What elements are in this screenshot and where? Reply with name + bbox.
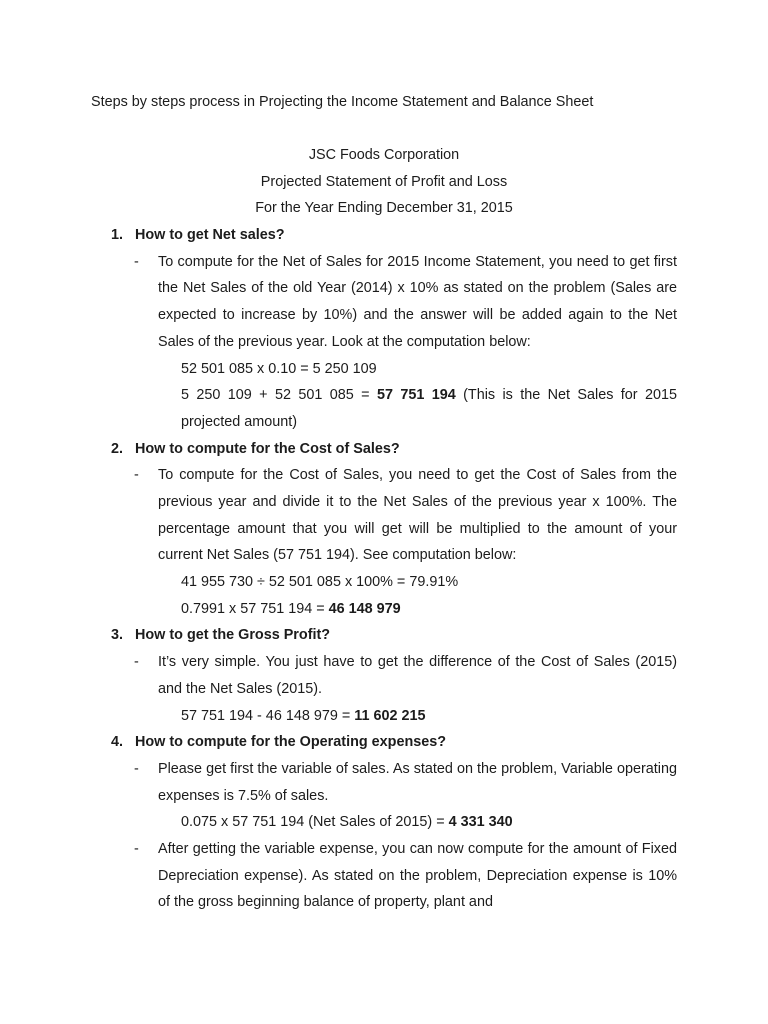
- bullet-dash: -: [134, 841, 139, 858]
- steps-list: [0, 222, 768, 916]
- computation-result: 57 751 194: [376, 387, 456, 404]
- step-1-heading: [0, 222, 768, 249]
- computation-line: [181, 703, 677, 730]
- computation-prefix: 57 751 194 - 46 148 979 =: [181, 707, 355, 724]
- bullet-text: After getting the variable expense, you can now compute for the amount of Fixed Depreciation expense). As stated on the problem, Depreciation expense is 10% of the gross beginning balance of property, plant and: [158, 841, 677, 911]
- bullet-text: It’s very simple. You just have to get the difference of the Cost of Sales (2015) and the Net Sales (2015).: [158, 654, 677, 697]
- bullet-dash: -: [134, 253, 139, 270]
- computation-prefix: 0.075 x 57 751 194 (Net Sales of 2015) =: [181, 814, 449, 831]
- step-number: 4.: [111, 734, 124, 751]
- statement-heading: [0, 142, 768, 222]
- bullet-dash: -: [134, 760, 139, 777]
- computation-result: 11 602 215: [354, 707, 426, 724]
- computation-line: [181, 382, 677, 435]
- step-2-bullet: [0, 462, 768, 569]
- step-1-bullet: [0, 249, 768, 356]
- bullet-dash: -: [134, 467, 139, 484]
- step-question: How to get Net sales?: [135, 227, 285, 243]
- computation-prefix: 5 250 109 + 52 501 085 =: [181, 387, 377, 404]
- step-3-heading: [0, 622, 768, 649]
- step-3-bullet: [0, 649, 768, 702]
- computation-line: 41 955 730 ÷ 52 501 085 x 100% = 79.91%: [181, 574, 459, 591]
- computation-result: 46 148 979: [328, 600, 401, 617]
- statement-title: Projected Statement of Profit and Loss: [260, 173, 508, 190]
- bullet-text: Please get first the variable of sales. As stated on the problem, Variable operating expenses is 7.5% of sales.: [158, 760, 677, 804]
- computation-prefix: 0.7991 x 57 751 194 =: [181, 600, 329, 617]
- computation-line: [181, 596, 677, 623]
- step-4-bullet: [0, 756, 768, 809]
- computation-line: [181, 809, 677, 836]
- statement-period: For the Year Ending December 31, 2015: [255, 200, 513, 217]
- bullet-text: To compute for the Net of Sales for 2015 Income Statement, you need to get first the Net Sales of the old Year (2014) x 10% as stated on the problem (Sales are expected to increase by 10%) and the answer will be added again to the Net Sales of the previous year. Look at the computation below:: [158, 253, 677, 350]
- step-question: How to get the Gross Profit?: [135, 627, 331, 644]
- step-2-heading: [0, 436, 768, 463]
- company-name: JSC Foods Corporation: [308, 147, 460, 163]
- step-4-bullet-2: [0, 836, 768, 916]
- step-4-heading: [0, 729, 768, 756]
- computation-note: (This is the Net Sales for 2015 projected amount): [181, 387, 677, 430]
- computation-result: 4 331 340: [448, 814, 513, 831]
- intro-line: Steps by steps process in Projecting the Income Statement and Balance Sheet: [91, 94, 594, 110]
- step-question: How to compute for the Cost of Sales?: [135, 440, 400, 457]
- step-number: 1.: [111, 227, 124, 243]
- step-question: How to compute for the Operating expenses?: [135, 734, 447, 751]
- computation-line: 52 501 085 x 0.10 = 5 250 109: [181, 360, 377, 377]
- bullet-text: To compute for the Cost of Sales, you need to get the Cost of Sales from the previous year and divide it to the Net Sales of the previous year x 100%. The percentage amount that you will get will be multiplied to the amount of your current Net Sales (57 751 194). See computation below:: [158, 467, 677, 564]
- step-number: 3.: [111, 627, 124, 644]
- bullet-dash: -: [134, 654, 139, 671]
- step-number: 2.: [111, 440, 124, 457]
